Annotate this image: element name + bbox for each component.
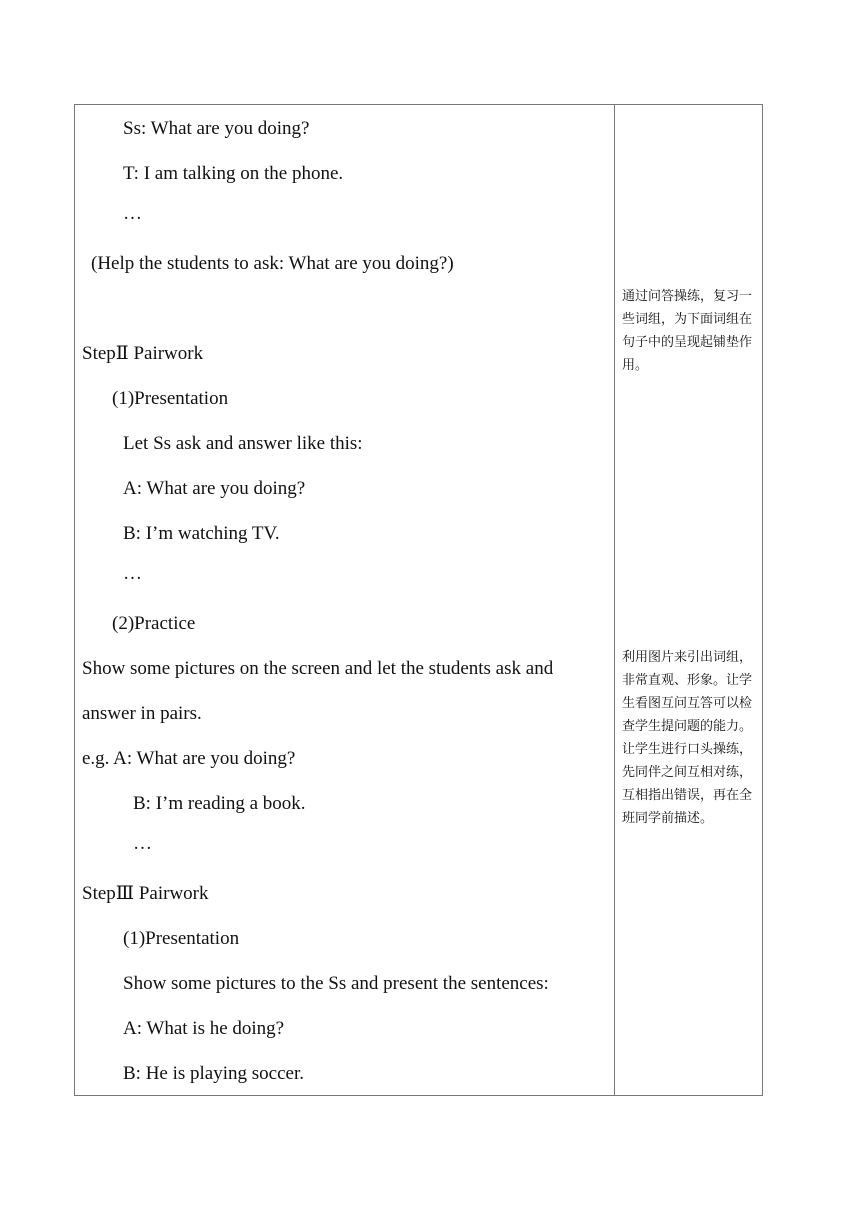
step-heading: StepⅡ Pairwork: [82, 343, 204, 364]
step-heading: StepⅢ Pairwork: [82, 883, 209, 904]
example-line: e.g. A: What are you doing?: [82, 748, 296, 769]
dialogue-line: A: What is he doing?: [123, 1018, 285, 1039]
teaching-note: 利用图片来引出词组，非常直观、形象。让学生看图互问互答可以检查学生提问题的能力。让学生进行口头操练，先同伴之间互相对练，互相指出错误，再在全班同学前描述。: [622, 650, 753, 826]
instruction-line: Show some pictures to the Ss and present the sentences:: [123, 973, 549, 994]
sub-heading: (2)Practice: [112, 613, 196, 634]
instruction-line: Show some pictures on the screen and let the students ask and: [82, 658, 554, 679]
ellipsis-line: …: [133, 833, 152, 854]
teaching-note: 通过问答操练，复习一些词组，为下面词组在句子中的呈现起铺垫作用。: [622, 289, 753, 373]
instruction-line: answer in pairs.: [82, 703, 202, 724]
dialogue-line: B: He is playing soccer.: [123, 1063, 304, 1084]
dialogue-line: B: I’m reading a book.: [133, 793, 306, 814]
sub-heading: (1)Presentation: [123, 928, 240, 949]
ellipsis-line: …: [123, 203, 142, 224]
sub-heading: (1)Presentation: [112, 388, 229, 409]
instruction-line: Let Ss ask and answer like this:: [123, 433, 363, 454]
ellipsis-line: …: [123, 563, 142, 584]
dialogue-line: B: I’m watching TV.: [123, 523, 280, 544]
column-divider: [614, 104, 615, 1096]
instruction-line: (Help the students to ask: What are you doing?): [91, 253, 454, 274]
dialogue-line: T: I am talking on the phone.: [123, 163, 344, 184]
dialogue-line: Ss: What are you doing?: [123, 118, 310, 139]
dialogue-line: A: What are you doing?: [123, 478, 306, 499]
